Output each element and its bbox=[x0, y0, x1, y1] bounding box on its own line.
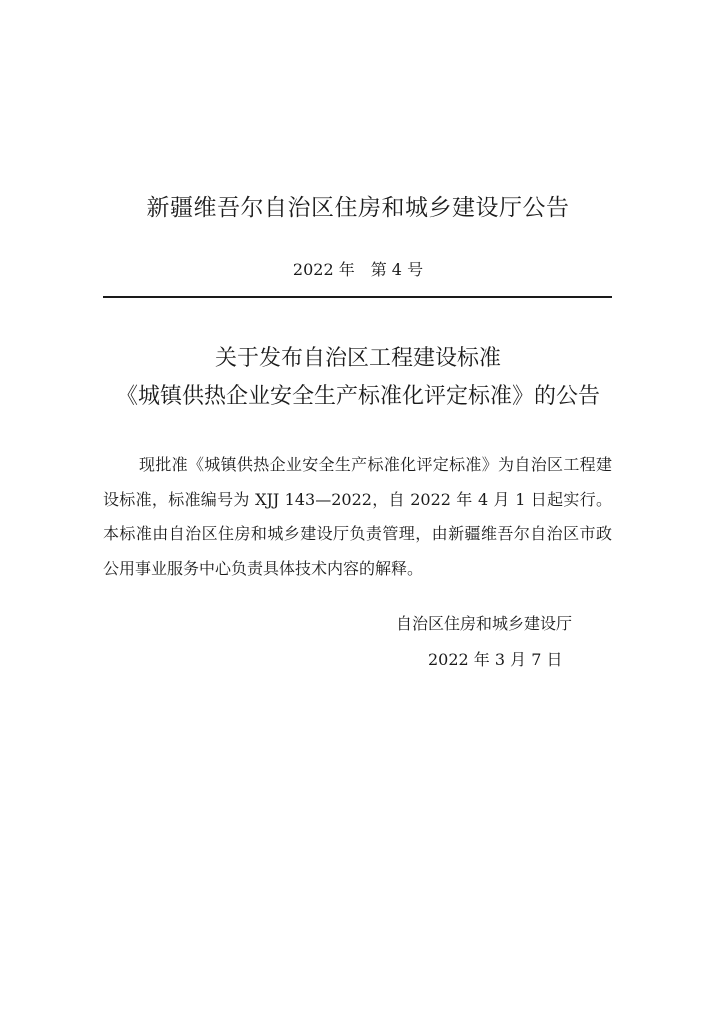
header-divider bbox=[103, 296, 612, 298]
document-number: 2022 年 第 4 号 bbox=[292, 260, 424, 279]
signature-organization: 自治区住房和城乡建设厅 bbox=[396, 614, 573, 633]
notice-title-line-2: 《城镇供热企业安全生产标准化评定标准》的公告 bbox=[115, 384, 600, 409]
signature-date: 2022 年 3 月 7 日 bbox=[428, 650, 563, 669]
issuer-title: 新疆维吾尔自治区住房和城乡建设厅公告 bbox=[146, 195, 570, 221]
notice-title bbox=[0, 340, 716, 416]
notice-title-line-1: 关于发布自治区工程建设标准 bbox=[214, 346, 501, 371]
notice-body: 现批准《城镇供热企业安全生产标准化评定标准》为自治区工程建设标准，标准编号为 XJJ 143—2022，自 2022 年 4 月 1 日起实行。本标准由自治区住房和城乡建设厅负责管理，由新疆维吾尔自治区市政公用事业服务中心负责具体技术内容的解释。 bbox=[103, 455, 612, 578]
